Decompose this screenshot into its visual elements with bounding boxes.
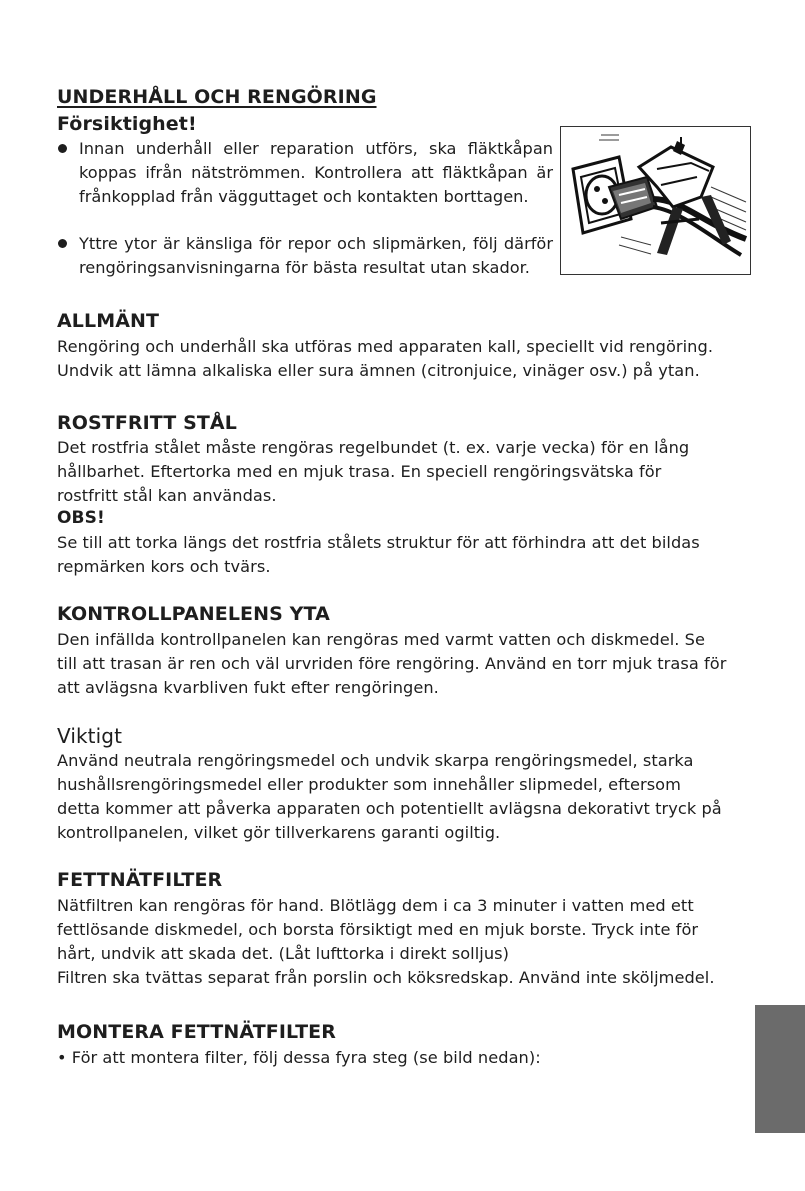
kontroll-line: Den infällda kontrollpanelen kan rengöras med varmt vatten och diskmedel. Se [57,630,705,649]
unplug-from-wall-socket-icon [561,127,750,274]
kontroll-line: att avlägsna kvarbliven fukt efter rengöringen. [57,678,439,697]
caution-bullet-1-line: koppas ifrån nätströmmen. Kontrollera att fläktkåpan är [79,163,553,182]
rostfritt-line: rostfritt stål kan användas. [57,486,277,505]
fett-line: Filtren ska tvättas separat från porslin och köksredskap. Använd inte sköljmedel. [57,968,715,987]
bullet-dot-icon [58,239,67,248]
caution-bullet-1-line: frånkopplad från vägguttaget och kontakten borttagen. [79,187,529,206]
obs-line: repmärken kors och tvärs. [57,557,271,576]
fett-line: Nätfiltren kan rengöras för hand. Blötlägg dem i ca 3 minuter i vatten med ett [57,896,694,915]
fett-line: hårt, undvik att skada det. (Låt lufttorka i direkt solljus) [57,944,509,963]
kontroll-line: till att trasan är ren och väl urvriden före rengöring. Använd en torr mjuk trasa för [57,654,727,673]
rostfritt-line: Det rostfria stålet måste rengöras regelbundet (t. ex. varje vecka) för en lång [57,438,690,457]
caution-bullet-2-line: rengöringsanvisningarna för bästa resultat utan skador. [79,258,530,277]
section-heading-rostfritt: ROSTFRITT STÅL [57,412,237,434]
bullet-dot-icon [58,144,67,153]
unplug-illustration [560,126,751,275]
viktigt-line: Använd neutrala rengöringsmedel och undvik skarpa rengöringsmedel, starka [57,751,694,770]
section-heading-allmant: ALLMÄNT [57,310,160,332]
section-heading-viktigt: Viktigt [57,724,123,748]
caution-bullet-2-line: Yttre ytor är känsliga för repor och slipmärken, följ därför [79,234,553,253]
allmant-line: Undvik att lämna alkaliska eller sura ämnen (citronjuice, vinäger osv.) på ytan. [57,361,700,380]
viktigt-line: detta kommer att påverka apparaten och potentiellt avlägsna dekorativt tryck på [57,799,722,818]
page-title: UNDERHÅLL OCH RENGÖRING [57,86,377,108]
side-tab [755,1005,805,1133]
section-heading-kontroll: KONTROLLPANELENS YTA [57,603,330,625]
viktigt-line: hushållsrengöringsmedel eller produkter som innehåller slipmedel, eftersom [57,775,681,794]
obs-line: Se till att torka längs det rostfria stålets struktur för att förhindra att det bildas [57,533,700,552]
caution-title: Försiktighet! [57,113,197,135]
viktigt-line: kontrollpanelen, vilket gör tillverkarens garanti ogiltig. [57,823,501,842]
allmant-line: Rengöring och underhåll ska utföras med apparaten kall, speciellt vid rengöring. [57,337,714,356]
section-heading-montera: MONTERA FETTNÄTFILTER [57,1021,336,1043]
fett-line: fettlösande diskmedel, och borsta försiktigt med en mjuk borste. Tryck inte för [57,920,699,939]
section-heading-fett: FETTNÄTFILTER [57,869,223,891]
montera-bullet: • För att montera filter, följ dessa fyra steg (se bild nedan): [57,1048,541,1067]
caution-bullet-1 [79,137,553,209]
caution-bullet-1-line: Innan underhåll eller reparation utförs, ska fläktkåpan [79,139,553,158]
obs-label: OBS! [57,508,105,528]
caution-bullet-2 [79,232,553,280]
rostfritt-line: hållbarhet. Eftertorka med en mjuk trasa. En speciell rengöringsvätska för [57,462,662,481]
